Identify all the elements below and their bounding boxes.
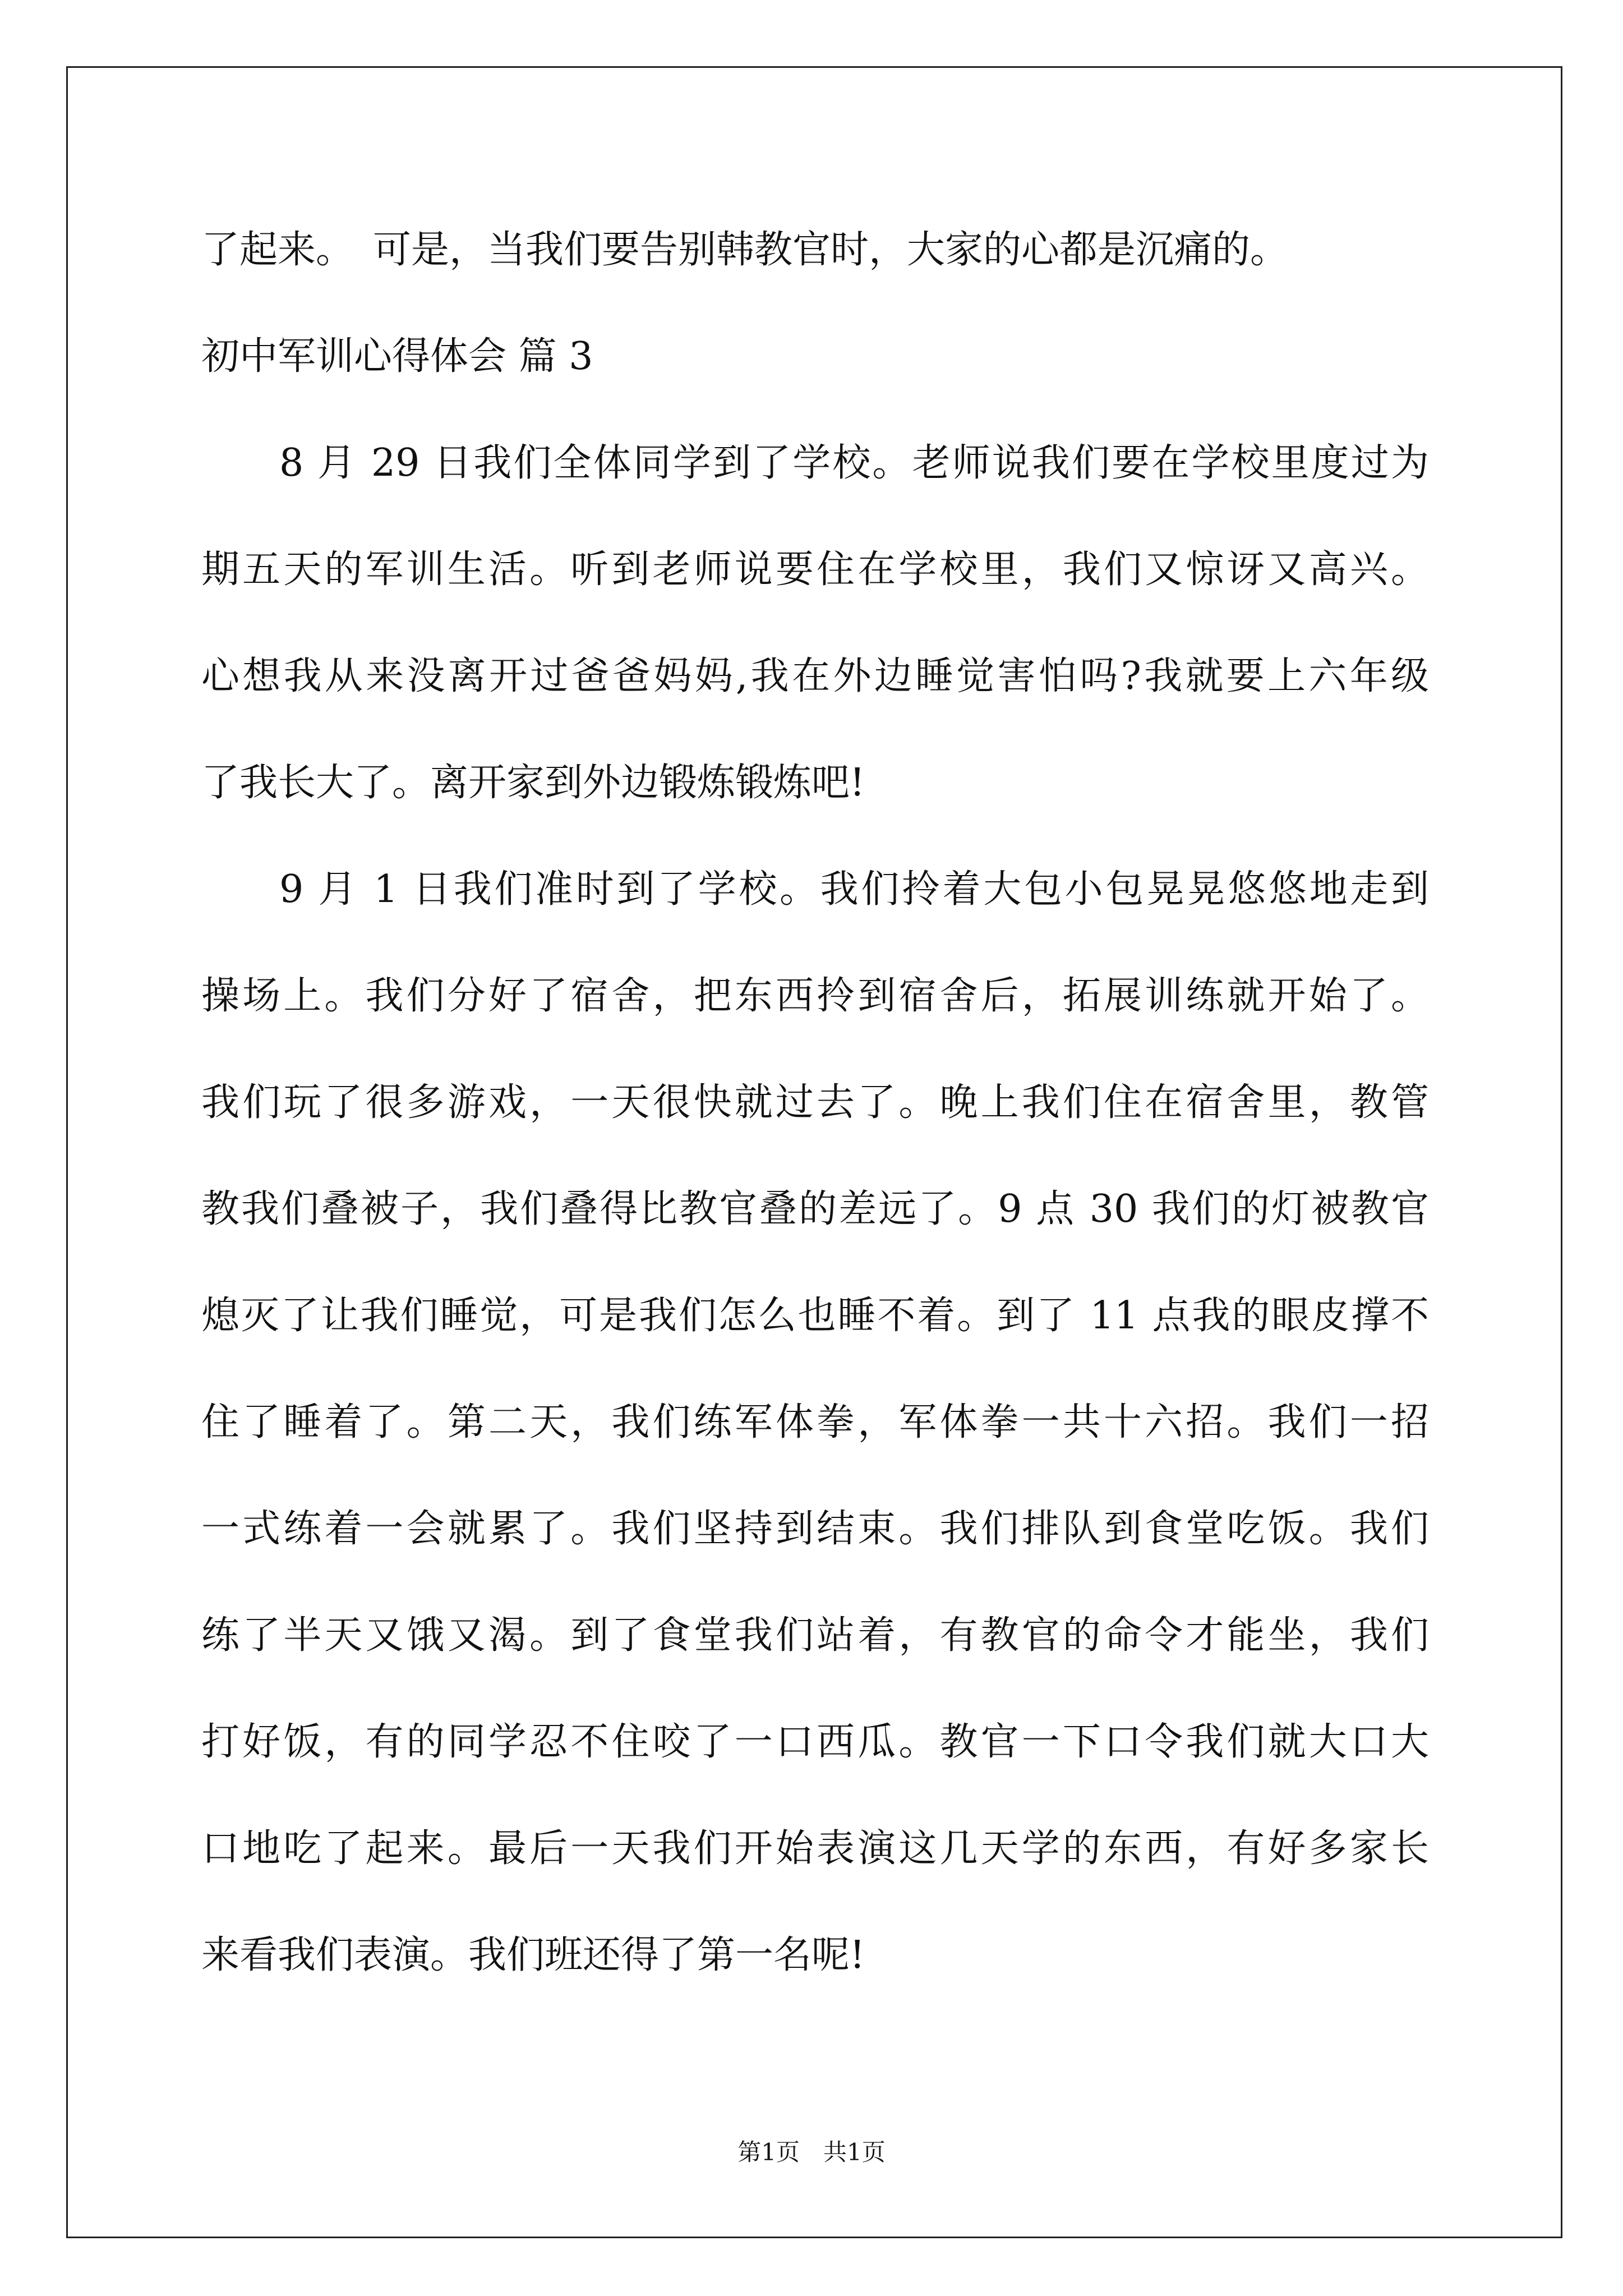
paragraph-line: 熄灭了让我们睡觉，可是我们怎么也睡不着。到了 11 点我的眼皮撑不 [201, 1294, 1429, 1338]
paragraph-line: 我们玩了很多游戏，一天很快就过去了。晚上我们住在宿舍里，教管 [201, 1080, 1429, 1125]
previous-section-tail: 了起来。 可是，当我们要告别韩教官时，大家的心都是沉痛的。 [201, 228, 1289, 272]
paragraph-line: 期五天的军训生活。听到老师说要住在学校里，我们又惊讶又高兴。 [201, 547, 1429, 592]
paragraph-line: 练了半天又饿又渴。到了食堂我们站着，有教官的命令才能坐，我们 [201, 1613, 1429, 1658]
section-heading: 初中军训心得体会 篇 3 [201, 334, 593, 379]
paragraph-line: 口地吃了起来。最后一天我们开始表演这几天学的东西，有好多家长 [201, 1826, 1429, 1871]
page-number-footer: 第1页 共1页 [737, 2138, 886, 2166]
paragraph-2 [201, 836, 1429, 2009]
paragraph-line: 了我长大了。离开家到外边锻炼锻炼吧! [201, 761, 865, 805]
paragraph-line: 心想我从来没离开过爸爸妈妈,我在外边睡觉害怕吗?我就要上六年级 [201, 654, 1429, 698]
paragraph-line: 打好饭，有的同学忍不住咬了一口西瓜。教官一下口令我们就大口大 [201, 1720, 1429, 1764]
paragraph-line: 教我们叠被子，我们叠得比教官叠的差远了。9 点 30 我们的灯被教官 [201, 1187, 1429, 1231]
paragraph-line: 操场上。我们分好了宿舍，把东西拎到宿舍后，拓展训练就开始了。 [201, 974, 1429, 1018]
document-body [201, 197, 1429, 2009]
paragraph-line: 8 月 29 日我们全体同学到了学校。老师说我们要在学校里度过为 [279, 441, 1429, 485]
paragraph-line: 9 月 1 日我们准时到了学校。我们拎着大包小包晃晃悠悠地走到 [279, 867, 1429, 912]
paragraph-line: 住了睡着了。第二天，我们练军体拳，军体拳一共十六招。我们一招 [201, 1400, 1429, 1444]
paragraph-line: 一式练着一会就累了。我们坚持到结束。我们排队到食堂吃饭。我们 [201, 1507, 1429, 1551]
paragraph-line: 来看我们表演。我们班还得了第一名呢! [201, 1933, 865, 1977]
paragraph-1 [201, 410, 1429, 836]
